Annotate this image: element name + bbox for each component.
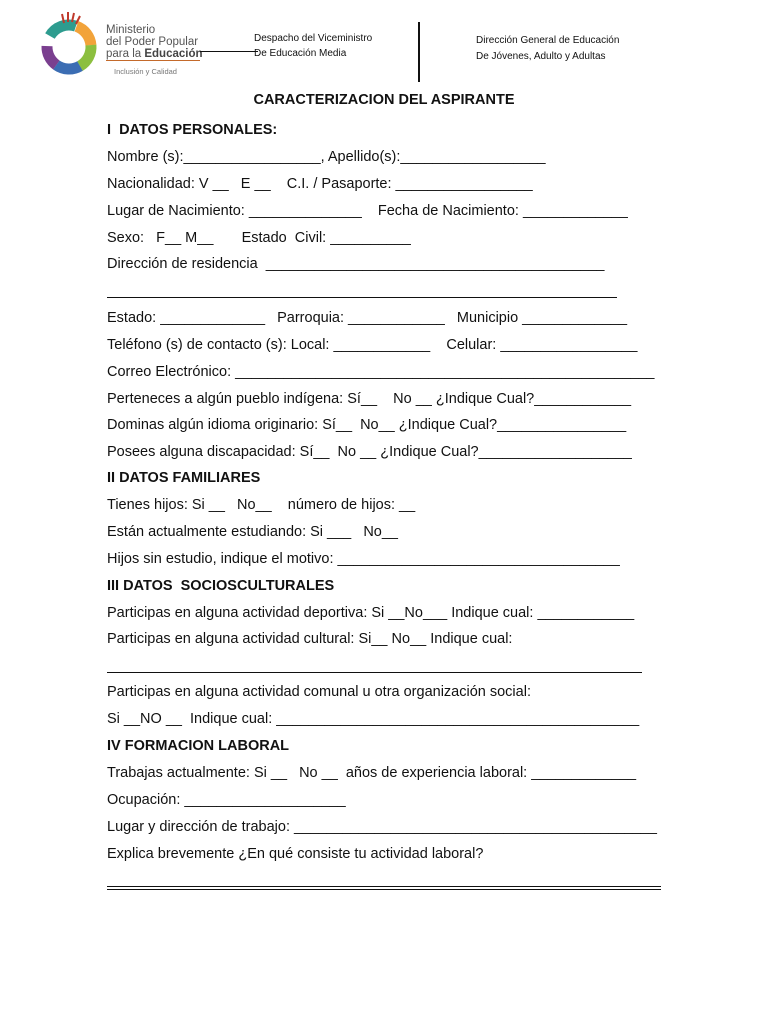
field-telefono: Teléfono (s) de contacto (s): Local: ____________ Celular: _________________ (107, 337, 638, 353)
ministry-logo-icon (36, 12, 102, 78)
direccion-line-2: De Jóvenes, Adulto y Adultas (476, 50, 606, 62)
direccion-line-1: Dirección General de Educación (476, 35, 620, 46)
blank-line-direccion (107, 297, 617, 298)
field-ocupacion: Ocupación: ____________________ (107, 792, 346, 808)
logo-line-1: Ministerio (106, 24, 156, 36)
despacho-line-1: Despacho del Viceministro (254, 33, 373, 44)
section-datos-personales: I DATOS PERSONALES: (107, 122, 278, 138)
section-formacion-laboral: IV FORMACION LABORAL (107, 738, 290, 754)
blank-line-cultural (107, 672, 642, 673)
field-actividad-laboral: Explica brevemente ¿En qué consiste tu actividad laboral? (107, 846, 484, 862)
field-direccion: Dirección de residencia __________________________________________ (107, 256, 605, 272)
field-nacionalidad: Nacionalidad: V __ E __ C.I. / Pasaporte: _________________ (107, 176, 533, 192)
direccion-block (476, 33, 619, 64)
field-sexo-estado-civil: Sexo: F__ M__ Estado Civil: __________ (107, 230, 411, 246)
section-datos-socioculturales: III DATOS SOCIOSCULTURALES (107, 578, 335, 594)
logo-line-2: del Poder Popular (106, 36, 199, 48)
field-correo: Correo Electrónico: ____________________________________________________ (107, 364, 655, 380)
field-estado-parroquia-municipio: Estado: _____________ Parroquia: ____________ Municipio _____________ (107, 310, 628, 326)
field-hijos-sin-estudio: Hijos sin estudio, indique el motivo: ___________________________________ (107, 551, 620, 567)
logo-line-3a: para la (106, 48, 145, 60)
document-title: CARACTERIZACION DEL ASPIRANTE (253, 92, 515, 108)
logo-line-3 (106, 48, 203, 60)
field-lugar-fecha-nacimiento: Lugar de Nacimiento: ______________ Fecha de Nacimiento: _____________ (107, 203, 628, 219)
field-actividad-comunal: Participas en alguna actividad comunal u otra organización social: (107, 684, 531, 700)
field-hijos: Tienes hijos: Si __ No__ número de hijos: __ (107, 497, 416, 513)
section-datos-familiares: II DATOS FAMILIARES (107, 470, 261, 486)
header-connector-line (200, 51, 258, 52)
despacho-line-2: De Educación Media (254, 48, 347, 59)
field-trabajo-actual: Trabajas actualmente: Si __ No __ años de experiencia laboral: _____________ (107, 765, 637, 781)
logo-text (106, 24, 203, 60)
logo-line-3b: Educación (144, 48, 203, 60)
field-discapacidad: Posees alguna discapacidad: Sí__ No __ ¿Indique Cual?___________________ (107, 444, 632, 460)
despacho-block (254, 31, 372, 61)
field-lugar-trabajo: Lugar y dirección de trabajo: _____________________________________________ (107, 819, 657, 835)
header-divider (418, 22, 420, 82)
blank-line-actividad-laboral (107, 886, 661, 890)
field-pueblo-indigena: Perteneces a algún pueblo indígena: Sí__ No __ ¿Indique Cual?____________ (107, 391, 632, 407)
document-header (0, 0, 768, 90)
field-actividad-cultural: Participas en alguna actividad cultural: Si__ No__ Indique cual: (107, 631, 513, 647)
field-actividad-deportiva: Participas en alguna actividad deportiva: Si __No___ Indique cual: ____________ (107, 605, 635, 621)
logo-tagline: Inclusión y Calidad (114, 67, 177, 76)
field-actividad-comunal-indique: Si __NO __ Indique cual: _____________________________________________ (107, 711, 640, 727)
field-hijos-estudiando: Están actualmente estudiando: Si ___ No__ (107, 524, 398, 540)
field-nombre-apellido: Nombre (s):_________________, Apellido(s):__________________ (107, 149, 546, 165)
field-idioma-originario: Dominas algún idioma originario: Sí__ No__ ¿Indique Cual?________________ (107, 417, 627, 433)
logo-divider (106, 60, 200, 61)
